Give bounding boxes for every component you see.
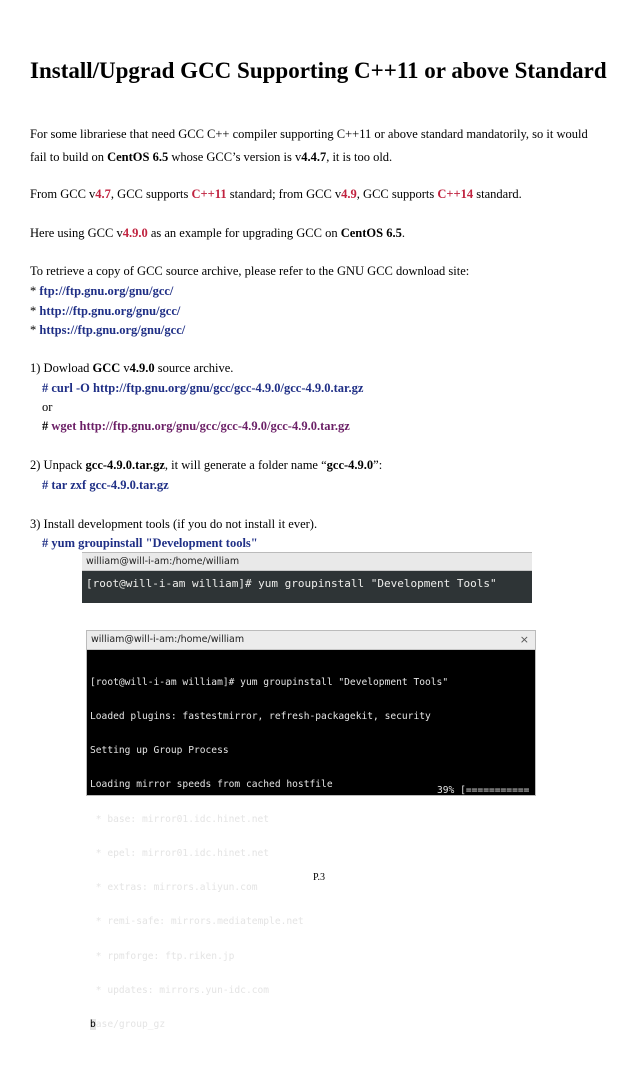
terminal-line-status [90, 1019, 535, 1030]
yum-command [42, 535, 258, 551]
step1-gcc: GCC [92, 361, 121, 375]
link-item-ftp [30, 283, 173, 299]
step3-line: 3) Install development tools (if you do not install it ever). [30, 517, 318, 531]
ftp-link[interactable]: ftp://ftp.gnu.org/gnu/gcc/ [39, 284, 174, 298]
wget-command [42, 418, 350, 434]
terminal-screenshot-1 [82, 552, 532, 603]
example-text-c: as an example for upgrading GCC on [147, 226, 341, 240]
terminal-line: * remi-safe: mirrors.mediatemple.net [90, 916, 304, 928]
terminal-line: * epel: mirror01.idc.hinet.net [90, 847, 270, 859]
tar-command-text: # tar zxf gcc-4.9.0.tar.gz [42, 478, 169, 492]
curl-command-text: # curl -O http://ftp.gnu.org/gnu/gcc/gcc-4.9.0/gcc-4.9.0.tar.gz [42, 381, 364, 395]
step1-line [30, 360, 233, 376]
step1-text-c: v [120, 361, 130, 375]
example-text-a: Here using GCC v [30, 226, 123, 240]
terminal-line: Loading mirror speeds from cached hostfile [90, 779, 333, 791]
terminal-command: [root@will-i-am william]# yum groupinstall "Development Tools" [86, 577, 497, 590]
terminal-line: * base: mirror01.idc.hinet.net [90, 813, 270, 825]
terminal-line: * rpmforge: ftp.riken.jp [90, 950, 235, 962]
intro-text-2c: whose GCC’s version is v [168, 150, 302, 164]
version-4-7: 4.7 [95, 187, 111, 201]
page-title: Install/Upgrad GCC Supporting C++11 or above Standard [30, 58, 607, 83]
versions-text-i: standard. [473, 187, 522, 201]
link-item-http [30, 303, 180, 319]
versions-text-e: standard; from GCC v [226, 187, 342, 201]
terminal-line: * extras: mirrors.aliyun.com [90, 882, 258, 894]
terminal-line: Setting up Group Process [90, 745, 229, 757]
old-version: 4.4.7 [301, 150, 327, 164]
example-os: CentOS 6.5 [340, 226, 402, 240]
intro-line-2 [30, 149, 392, 165]
step1-version: 4.9.0 [129, 361, 155, 375]
terminal-title: william@will-i-am:/home/william [91, 634, 245, 645]
versions-text-a: From GCC v [30, 187, 96, 201]
example-line [30, 225, 405, 241]
terminal-line: Loaded plugins: fastestmirror, refresh-packagekit, security [90, 711, 431, 723]
https-link[interactable]: https://ftp.gnu.org/gnu/gcc/ [39, 323, 186, 337]
versions-text-c: , GCC supports [110, 187, 192, 201]
std-cpp11: C++11 [191, 187, 227, 201]
terminal-titlebar [87, 631, 535, 650]
intro-text-2e: , it is too old. [326, 150, 393, 164]
step1-text-e: source archive. [154, 361, 234, 375]
step2-line [30, 457, 382, 473]
wget-command-text: wget http://ftp.gnu.org/gnu/gcc/gcc-4.9.0/gcc-4.9.0.tar.gz [51, 419, 350, 433]
terminal-line: [root@will-i-am william]# yum groupinstall "Development Tools" [90, 676, 449, 688]
page-number: P.3 [313, 872, 325, 883]
terminal-line: * updates: mirrors.yun-idc.com [90, 984, 270, 996]
os-name: CentOS 6.5 [107, 150, 169, 164]
link-item-https [30, 322, 185, 338]
hash-prompt: # [42, 419, 52, 433]
progress-text: 39% [=========== [437, 785, 530, 796]
version-4-9: 4.9 [341, 187, 357, 201]
example-text-e: . [401, 226, 405, 240]
http-link[interactable]: http://ftp.gnu.org/gnu/gcc/ [39, 304, 181, 318]
intro-line-1 [30, 126, 588, 142]
step2-archive: gcc-4.9.0.tar.gz [85, 458, 165, 472]
tar-command [42, 477, 169, 493]
bullet: * [30, 323, 40, 337]
versions-line [30, 186, 522, 202]
step2-folder: gcc-4.9.0 [326, 458, 374, 472]
terminal-cursor: b [90, 1019, 96, 1030]
curl-command [42, 380, 363, 396]
step2-text-e: ”: [373, 458, 383, 472]
step1-text-a: 1) Dowload [30, 361, 93, 375]
bullet: * [30, 284, 40, 298]
step2-text-c: , it will generate a folder name “ [164, 458, 327, 472]
terminal-titlebar: william@will-i-am:/home/william [82, 553, 532, 571]
std-cpp14: C++14 [437, 187, 474, 201]
versions-text-g: , GCC supports [356, 187, 438, 201]
yum-command-text: # yum groupinstall "Development tools" [42, 536, 258, 550]
intro-text-1: For some librariese that need GCC C++ compiler supporting C++11 or above standard mandatorily, so it would [30, 127, 588, 141]
or-text: or [42, 400, 53, 414]
status-file: ase/group_gz [95, 1019, 166, 1030]
retrieve-line: To retrieve a copy of GCC source archive, please refer to the GNU GCC download site: [30, 264, 470, 278]
intro-text-2a: fail to build on [30, 150, 108, 164]
step2-text-a: 2) Unpack [30, 458, 86, 472]
example-version: 4.9.0 [122, 226, 148, 240]
bullet: * [30, 304, 40, 318]
close-icon[interactable]: × [519, 633, 529, 646]
